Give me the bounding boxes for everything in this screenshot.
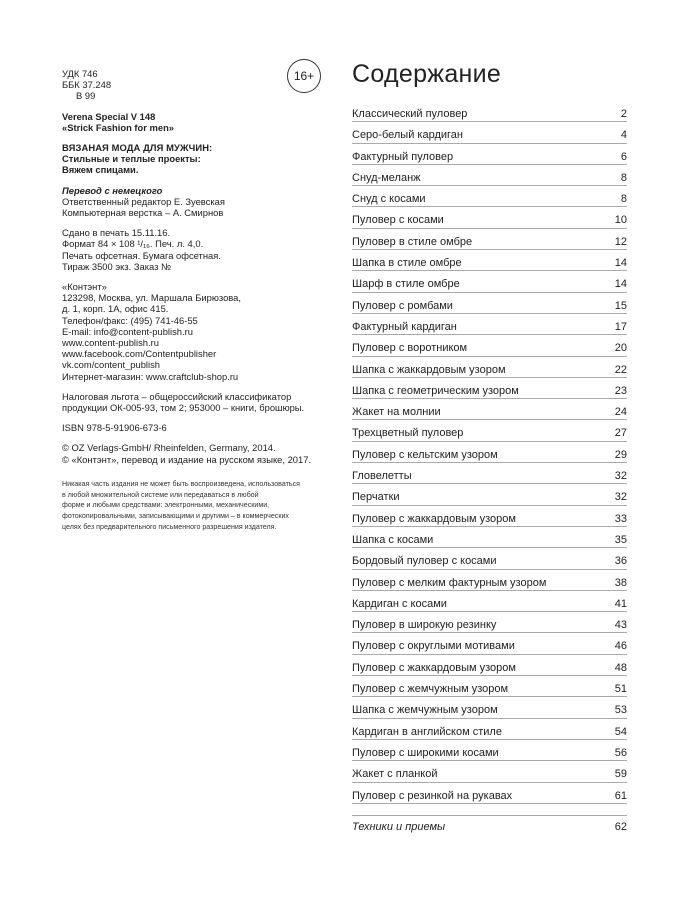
toc-entry[interactable] — [352, 697, 627, 718]
toc-entry-title: Пуловер с широкими косами — [352, 746, 499, 759]
toc-entry[interactable] — [352, 570, 627, 591]
toc-entry-page: 36 — [614, 555, 627, 568]
toc-entry-page: 6 — [620, 150, 627, 163]
age-rating-badge: 16+ — [287, 59, 321, 93]
legal-line-1: Никакая часть издания не может быть воспроизведена, использоваться — [62, 479, 300, 488]
series-name: Verena Special V 148 — [62, 110, 156, 122]
toc-entry[interactable] — [352, 591, 627, 612]
toc-entry-page: 38 — [614, 576, 627, 589]
toc-entry-title: Жакет на молнии — [352, 406, 441, 419]
toc-entry-title: Пуловер с резинкой на рукавах — [352, 789, 513, 802]
publisher-address-2: д. 1, корп. 1А, офис 415. — [62, 303, 169, 315]
toc-entry-page: 4 — [620, 129, 627, 142]
tax-block — [62, 391, 332, 413]
legal-line-4: фотокопировальными, записывающими и другими – в коммерческих — [62, 512, 289, 521]
toc-entry[interactable] — [352, 548, 627, 569]
title-block — [62, 142, 332, 176]
toc-entry[interactable] — [352, 186, 627, 207]
toc-entry-title: Пуловер с воротником — [352, 342, 468, 355]
toc-entry[interactable] — [352, 484, 627, 505]
toc-entry-page: 29 — [614, 448, 627, 461]
book-subtitle-1: Стильные и теплые проекты: — [62, 153, 201, 165]
series-block — [62, 111, 332, 133]
legal-notice — [62, 479, 330, 533]
toc-entry-title: Снуд с косами — [352, 193, 426, 206]
print-run: Тираж 3500 экз. Заказ № — [62, 260, 172, 272]
toc-entry-title: Серо-белый кардиган — [352, 129, 463, 142]
copyright-translation: © «Контэнт», перевод и издание на русском языке, 2017. — [62, 453, 312, 465]
toc-entry[interactable] — [352, 506, 627, 527]
toc-entry-title: Пуловер с кельтским узором — [352, 448, 498, 461]
toc-entry-title: Классический пуловер — [352, 108, 468, 120]
toc-entry[interactable] — [352, 229, 627, 250]
toc-entry-title: Гловелетты — [352, 470, 412, 483]
toc-entry-title: Трехцветный пуловер — [352, 427, 464, 440]
toc-entry[interactable] — [352, 378, 627, 399]
toc-entry-page: 53 — [614, 704, 627, 717]
toc-entry-page: 27 — [614, 427, 627, 440]
toc-entry-page: 62 — [614, 820, 627, 833]
toc-entry-page: 61 — [614, 789, 627, 802]
toc-entry-title: Пуловер с ромбами — [352, 299, 453, 312]
toc-entry[interactable] — [352, 335, 627, 356]
toc-entry-title: Техники и приемы — [352, 820, 446, 833]
udk-code: УДК 746 — [62, 68, 98, 79]
toc-entry-title: Фактурный пуловер — [352, 150, 454, 163]
toc-entry[interactable] — [352, 399, 627, 420]
toc-entry-title: Пуловер с жемчужным узором — [352, 683, 509, 696]
toc-entry-page: 14 — [614, 257, 627, 270]
toc-entry-title: Жакет с планкой — [352, 768, 438, 781]
credits-block — [62, 185, 332, 219]
toc-entry-page: 22 — [614, 363, 627, 376]
legal-line-3: форме и любыми средствами: электронными, механическими, — [62, 501, 270, 510]
publisher-website: www.content-publish.ru — [62, 337, 159, 349]
toc-entry-title: Пуловер в стиле омбре — [352, 235, 473, 248]
legal-line-5: целях без предварительного письменного разрешения издателя. — [62, 523, 277, 532]
author-code: В 99 — [76, 90, 96, 102]
toc-entry[interactable] — [352, 783, 627, 804]
toc-entry-title: Шапка с жаккардовым узором — [352, 363, 506, 376]
toc-entry-page: 2 — [620, 108, 627, 120]
toc-entry-title: Кардиган в английском стиле — [352, 725, 502, 738]
toc-entry-title: Фактурный кардиган — [352, 320, 457, 333]
toc-entry-page: 17 — [614, 320, 627, 333]
toc-entry-title: Пуловер в широкую резинку — [352, 619, 497, 632]
toc-entry-title: Пуловер с мелким фактурным узором — [352, 576, 547, 589]
toc-entry-page: 48 — [614, 661, 627, 674]
toc-entry-title: Шапка с косами — [352, 533, 434, 546]
toc-entry[interactable] — [352, 122, 627, 143]
toc-entry-title: Пуловер с округлыми мотивами — [352, 640, 515, 653]
layout-credit: Компьютерная верстка – А. Смирнов — [62, 207, 224, 219]
table-of-contents — [352, 101, 627, 837]
toc-entry-page: 15 — [614, 299, 627, 312]
toc-entry-page: 54 — [614, 725, 627, 738]
toc-entry-page: 41 — [614, 597, 627, 610]
toc-entry[interactable] — [352, 761, 627, 782]
isbn: ISBN 978-5-91906-673-6 — [62, 422, 167, 434]
toc-entry-page: 14 — [614, 278, 627, 291]
toc-entry-title: Шапка в стиле омбре — [352, 257, 462, 270]
toc-entry-page: 12 — [614, 235, 627, 248]
translation-note: Перевод с немецкого — [62, 184, 163, 196]
toc-entry-page: 56 — [614, 746, 627, 759]
publisher-email: E-mail: info@content-publish.ru — [62, 325, 193, 337]
toc-entry[interactable] — [352, 357, 627, 378]
toc-entry[interactable] — [352, 633, 627, 654]
tax-line-2: продукции ОК-005-93, том 2; 953000 – книги, брошюры. — [62, 402, 305, 414]
toc-entry-page: 43 — [614, 619, 627, 632]
toc-entry[interactable] — [352, 144, 627, 165]
toc-entry[interactable] — [352, 815, 627, 837]
toc-entry-title: Снуд-меланж — [352, 171, 421, 184]
imprint-column — [62, 68, 332, 533]
publisher-address-1: 123298, Москва, ул. Маршала Бирюзова, — [62, 292, 241, 304]
publisher-facebook: www.facebook.com/Contentpublisher — [62, 348, 217, 360]
toc-entry-page: 32 — [614, 470, 627, 483]
toc-entry[interactable] — [352, 207, 627, 228]
toc-entry[interactable] — [352, 740, 627, 761]
toc-entry-title: Пуловер с жаккардовым узором — [352, 512, 516, 525]
publisher-shop: Интернет-магазин: www.craftclub-shop.ru — [62, 370, 239, 382]
toc-entry-page: 20 — [614, 342, 627, 355]
toc-entry[interactable] — [352, 314, 627, 335]
toc-title: Содержание — [352, 60, 502, 88]
toc-entry-page: 8 — [620, 171, 627, 184]
toc-entry-title: Перчатки — [352, 491, 400, 504]
original-title: «Strick Fashion for men» — [62, 121, 175, 133]
publisher-vk: vk.com/content_publish — [62, 359, 160, 371]
toc-entry-page: 33 — [614, 512, 627, 525]
toc-entry-title: Кардиган с косами — [352, 597, 447, 610]
toc-entry[interactable] — [352, 719, 627, 740]
publisher-name: «Контэнт» — [62, 281, 107, 293]
book-title: ВЯЗАНАЯ МОДА ДЛЯ МУЖЧИН: — [62, 142, 213, 154]
toc-entry[interactable] — [352, 293, 627, 314]
toc-entry-title: Пуловер с косами — [352, 214, 444, 227]
toc-entry-page: 24 — [614, 406, 627, 419]
toc-entry[interactable] — [352, 420, 627, 441]
print-format: Формат 84 × 108 ¹/₁₆. Печ. л. 4,0. — [62, 238, 204, 250]
toc-entry-page: 32 — [614, 491, 627, 504]
toc-entry-title: Шапка с геометрическим узором — [352, 384, 519, 397]
toc-entry[interactable] — [352, 250, 627, 271]
toc-entry[interactable] — [352, 165, 627, 186]
print-date: Сдано в печать 15.11.16. — [62, 227, 171, 239]
toc-entry[interactable] — [352, 527, 627, 548]
legal-line-2: в любой множительной системе или передаваться в любой — [62, 490, 259, 499]
tax-line-1: Налоговая льгота – общероссийский классификатор — [62, 390, 292, 402]
toc-entry-page: 59 — [614, 768, 627, 781]
publisher-block — [62, 281, 332, 382]
toc-entry[interactable] — [352, 101, 627, 122]
print-info-block — [62, 227, 332, 272]
toc-entry-page: 35 — [614, 533, 627, 546]
bbk-code: ББК 37.248 — [62, 79, 112, 91]
book-subtitle-2: Вяжем спицами. — [62, 164, 139, 176]
publisher-phone: Телефон/факс: (495) 741-46-55 — [62, 314, 198, 326]
toc-entry[interactable] — [352, 612, 627, 633]
toc-entry-title: Шапка с жемчужным узором — [352, 704, 498, 717]
toc-entry-title: Бордовый пуловер с косами — [352, 555, 497, 568]
print-paper: Печать офсетная. Бумага офсетная. — [62, 249, 221, 261]
isbn-block — [62, 422, 332, 433]
toc-entry-page: 46 — [614, 640, 627, 653]
toc-entry[interactable] — [352, 442, 627, 463]
toc-entry[interactable] — [352, 676, 627, 697]
copyright-original: © OZ Verlags-GmbH/ Rheinfelden, Germany, 2014. — [62, 442, 276, 454]
toc-entry-page: 10 — [614, 214, 627, 227]
toc-entry-title: Пуловер с жаккардовым узором — [352, 661, 516, 674]
toc-entry[interactable] — [352, 655, 627, 676]
toc-entry[interactable] — [352, 463, 627, 484]
copyright-block — [62, 442, 332, 464]
toc-entry-page: 51 — [614, 683, 627, 696]
editor-credit: Ответственный редактор Е. Зуевская — [62, 195, 225, 207]
toc-entry-title: Шарф в стиле омбре — [352, 278, 460, 291]
toc-entry-page: 23 — [614, 384, 627, 397]
toc-entry[interactable] — [352, 271, 627, 292]
toc-entry-page: 8 — [620, 193, 627, 206]
